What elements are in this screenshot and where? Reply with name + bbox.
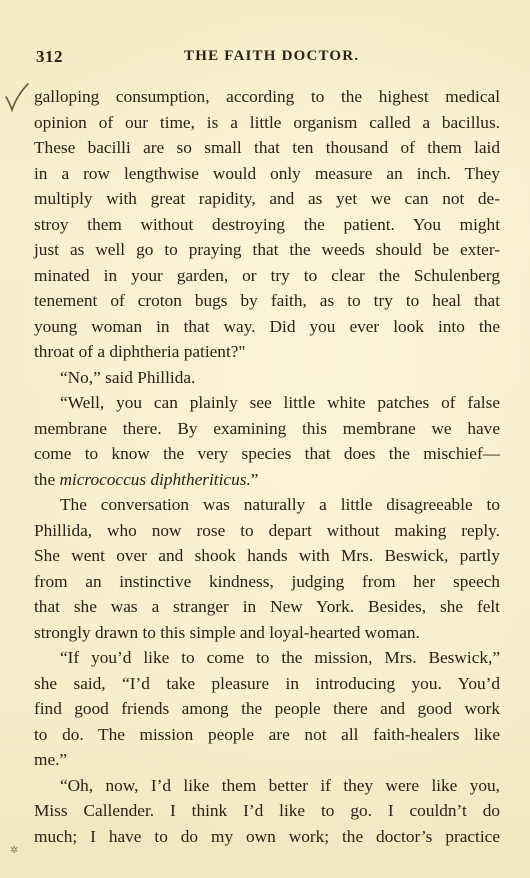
text-line: galloping consumption, according to the highest medical (34, 87, 500, 106)
margin-mark: ✲ (10, 845, 19, 856)
text-line: opinion of our time, is a little organism called a bacillus. (34, 112, 500, 132)
text-line: from an instinctive kindness, judging from her speech (34, 571, 500, 591)
text-line: that she was a stranger in New York. Besides, she felt (34, 597, 500, 616)
text-line: find good friends among the people there and good work (34, 699, 500, 718)
text-line: These bacilli are so small that ten thousand of them laid (34, 138, 500, 157)
running-head (36, 47, 498, 71)
check-mark-icon (4, 83, 30, 113)
text-line: she said, “I’d take pleasure in introducing you. You’d (34, 673, 500, 693)
text-line: “No,” said Phillida. (60, 367, 196, 387)
text-line: tenement of croton bugs by faith, as to try to heal that (34, 291, 500, 310)
text-line-italic-mixed (34, 467, 500, 493)
text-line: in a row lengthwise would only measure an inch. They (34, 163, 500, 183)
text-line: throat of a diphtheria patient?" (34, 342, 246, 361)
text-line: “Well, you can plainly see little white patches of false (60, 393, 500, 412)
page-number: 312 (36, 47, 63, 66)
body-text (34, 84, 500, 849)
text-line: stroy them without destroying the patient. You might (34, 214, 500, 234)
text-line: Phillida, who now rose to depart without making reply. (34, 520, 500, 540)
text-line: “Oh, now, I’d like them better if they were like you, (60, 775, 500, 795)
species-name: micrococcus diphtheriticus. (59, 469, 251, 489)
text-line: Miss Callender. I think I’d like to go. I couldn’t do (34, 801, 500, 820)
text-line: minated in your garden, or try to clear the Schulenberg (34, 265, 500, 285)
text-line: just as well go to praying that the weeds should be exter- (34, 240, 500, 259)
text-line: membrane there. By examining this membrane we have (34, 418, 500, 438)
text-line: The conversation was naturally a little disagreeable to (60, 495, 500, 514)
text-line: strongly drawn to this simple and loyal-hearted woman. (34, 622, 420, 642)
text-line: young woman in that way. Did you ever look into the (34, 316, 500, 336)
text-line: me.” (34, 750, 68, 769)
text-fragment: ” (250, 469, 259, 489)
text-line: multiply with great rapidity, and as yet we can not de- (34, 189, 500, 208)
text-line: come to know the very species that does the mischief— (34, 444, 500, 463)
text-line: to do. The mission people are not all faith-healers like (34, 724, 500, 744)
text-line: “If you’d like to come to the mission, Mrs. Beswick,” (60, 648, 500, 667)
text-line: She went over and shook hands with Mrs. Beswick, partly (34, 546, 500, 565)
text-line: much; I have to do my own work; the doctor’s practice (34, 826, 500, 846)
book-title: THE FAITH DOCTOR. (184, 48, 360, 64)
text-fragment: the (34, 469, 60, 489)
